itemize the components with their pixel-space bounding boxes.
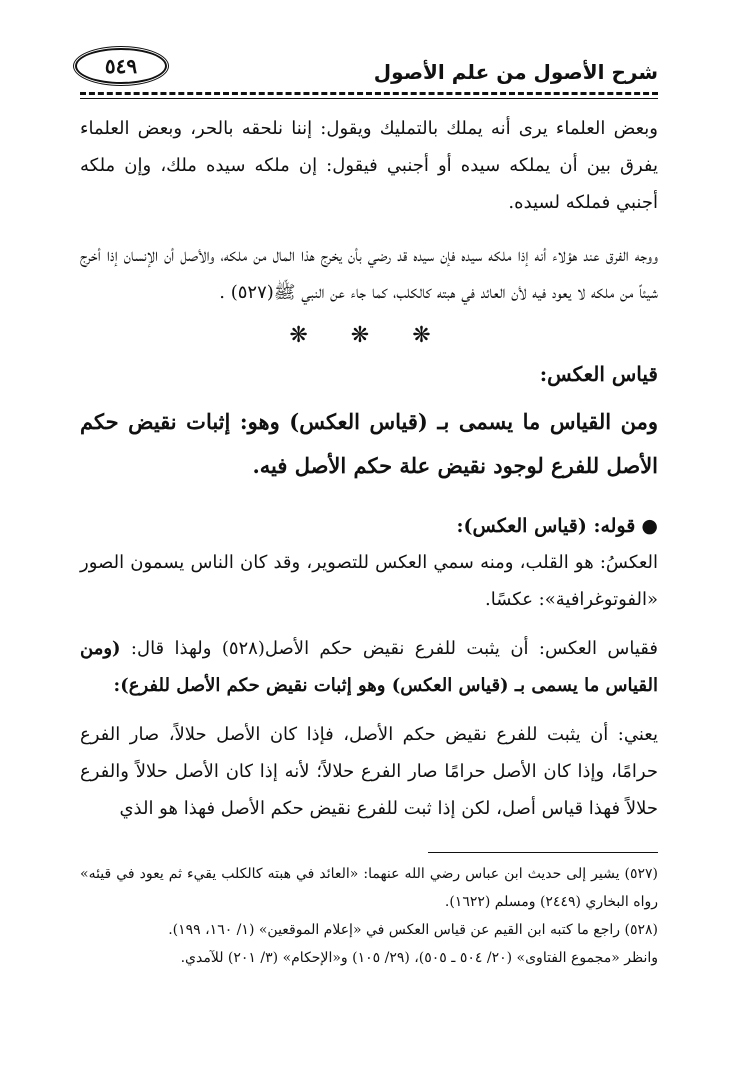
commentary-paragraph: العكسُ: هو القلب، ومنه سمي العكس للتصوير، وقد كان الناس يسمون الصور «الفوتوغرافية»: عكسًا. <box>80 552 658 610</box>
commentary-heading-text: قوله: (قياس العكس): <box>456 515 636 537</box>
paragraph: وبعض العلماء يرى أنه يملك بالتمليك ويقول: إننا نلحقه بالحر، وبعض العلماء يفرق بين أن يملكه سيده أو أجنبي فيقول: إن ملكه سيده ملك، وإن ملكه أجنبي فملكه لسيده. <box>80 118 659 213</box>
commentary-heading <box>80 508 658 544</box>
commentary-paragraph <box>80 630 658 704</box>
quoted-matn: (ومن القياس ما يسمى بـ (قياس العكس) وهو إثبات نقيض حكم الأصل للفرع): <box>80 638 658 696</box>
bullet-icon: ● <box>641 515 658 537</box>
commentary-paragraph: يعني: أن يثبت للفرع نقيض حكم الأصل، فإذا كان الأصل حلالاً، صار الفرع حرامًا، وإذا كان الأصل حرامًا صار الفرع حلالاً؛ لأنه إذا كان الأصل حلالاً والفرع حلالاً فهذا قياس أصل، لكن إذا ثبت للفرع نقيض حكم الأصل فهذا هو الذي <box>80 724 658 819</box>
page-body <box>80 110 658 827</box>
page-number: ٥٤٩ <box>75 48 167 84</box>
header-rule <box>80 98 658 99</box>
footnote-527: (٥٢٧) يشير إلى حديث ابن عباس رضي الله عنهما: «العائد في هبته كالكلب يقيء ثم يعود في قيئه» رواه البخاري (٢٤٤٩) ومسلم (١٦٢٢). <box>80 866 658 910</box>
footnote-528-continued: وانظر «مجموع الفتاوى» (٢٠/ ٥٠٤ ـ ٥٠٥)، (٢٩/ ١٠٥) و«الإحكام» (٣/ ٢٠١) للآمدي. <box>180 950 658 966</box>
commentary-text: فقياس العكس: أن يثبت للفرع نقيض حكم الأصل(٥٢٨) ولهذا قال: <box>120 638 658 659</box>
paragraph: ووجه الفرق عند هؤلاء أنه إذا ملكه سيده فإن سيده قد رضي بأن يخرج هذا المال من ملكه، والأصل أن الإنسان إذا أخرج شيئاً من ملكه لا يعود فيه لأن العائد في هبته كالكلب، كما جاء عن النبي ﷺ(٥٢٧) . <box>80 245 658 303</box>
footnote-528: (٥٢٨) راجع ما كتبه ابن القيم عن قياس العكس في «إعلام الموقعين» (١/ ١٦٠، ١٩٩). <box>168 922 658 938</box>
footnote-separator <box>428 852 658 853</box>
header-dashed-rule <box>80 92 658 95</box>
section-divider-stars: ❋ ❋ ❋ <box>289 323 449 348</box>
page-header <box>75 44 658 92</box>
running-title: شرح الأصول من علم الأصول <box>373 60 658 84</box>
footnotes <box>80 860 658 972</box>
section-title: قياس العكس: <box>539 362 658 386</box>
matn-rule-text: ومن القياس ما يسمى بـ (قياس العكس) وهو: إثبات نقيض حكم الأصل للفرع لوجود نقيض علة حكم الأصل فيه. <box>80 409 658 478</box>
